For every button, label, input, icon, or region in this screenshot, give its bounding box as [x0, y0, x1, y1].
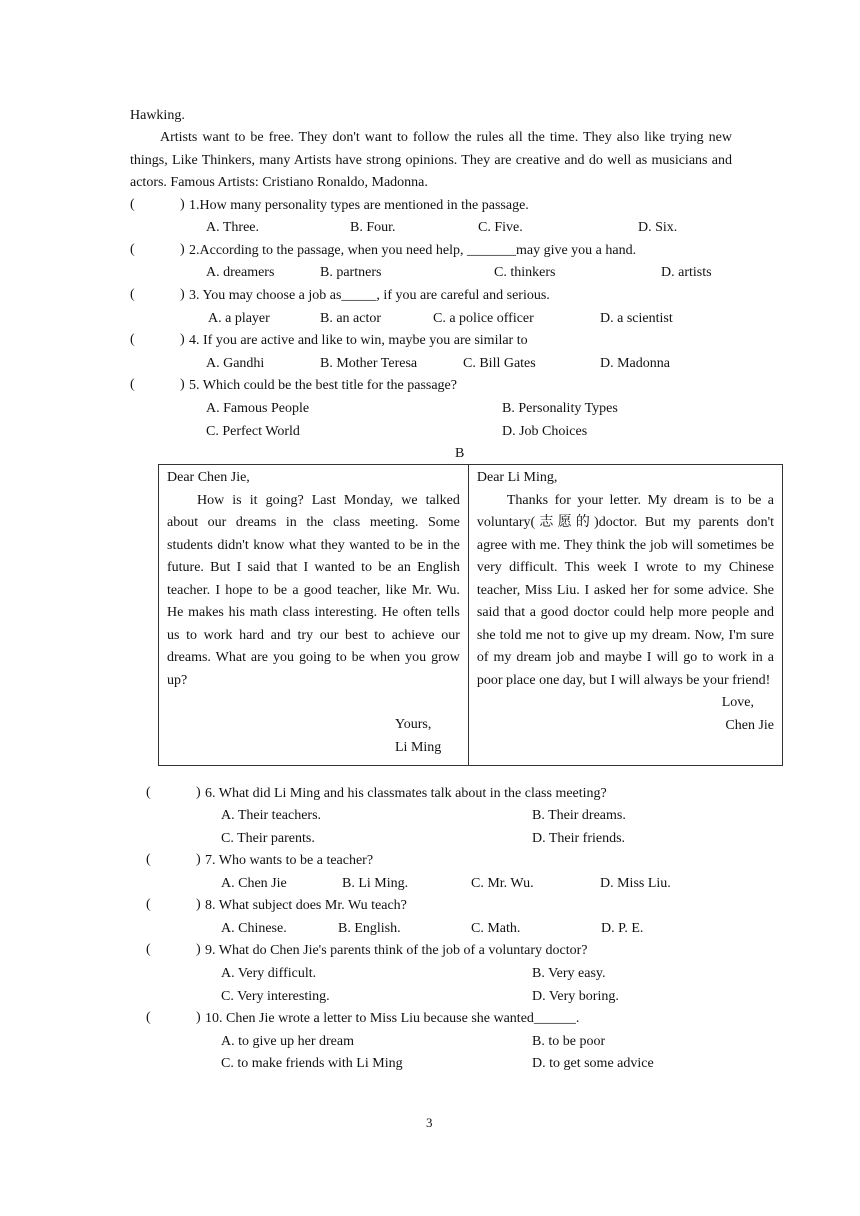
question-text: 5. Which could be the best title for the passage?	[189, 378, 457, 393]
option-c: C. Math.	[471, 921, 521, 936]
question-text: 3. You may choose a job as_____, if you are careful and serious.	[189, 288, 550, 303]
answer-blank[interactable]: ( )	[130, 332, 185, 347]
option-c: C. a police officer	[433, 311, 534, 326]
letter-greeting: Dear Li Ming,	[476, 470, 558, 485]
passage-carryover: Hawking.	[130, 108, 185, 123]
option-d: D. Madonna	[600, 356, 670, 371]
letter-li-ming	[159, 465, 469, 766]
option-b: B. Four.	[350, 220, 396, 235]
letter-closing: Love,	[721, 695, 754, 710]
option-a: A. Famous People	[206, 401, 310, 416]
option-d: D. artists	[661, 265, 712, 280]
question-text: 6. What did Li Ming and his classmates talk about in the class meeting?	[205, 786, 607, 801]
option-b: B. to be poor	[532, 1034, 606, 1049]
option-d: D. Miss Liu.	[600, 876, 671, 891]
option-b: B. partners	[320, 265, 382, 280]
question-text: 1.How many personality types are mentioned in the passage.	[189, 198, 529, 213]
option-b: B. Mother Teresa	[320, 356, 418, 371]
option-a: A. Their teachers.	[221, 808, 322, 823]
option-c: C. to make friends with Li Ming	[221, 1056, 403, 1071]
question-text: 8. What subject does Mr. Wu teach?	[205, 898, 407, 913]
option-a: A. Very difficult.	[221, 966, 317, 981]
question-text: 2.According to the passage, when you need help, _______may give you a hand.	[189, 243, 637, 258]
option-c: C. Mr. Wu.	[471, 876, 534, 891]
question-text: 10. Chen Jie wrote a letter to Miss Liu because she wanted______.	[205, 1011, 580, 1026]
option-b: B. English.	[338, 921, 401, 936]
answer-blank[interactable]: ( )	[130, 377, 185, 392]
option-d: D. Six.	[638, 220, 678, 235]
answer-blank[interactable]: ( )	[146, 785, 201, 800]
option-b: B. Personality Types	[502, 401, 618, 416]
option-c: C. Very interesting.	[221, 989, 330, 1004]
artists-paragraph: Artists want to be free. They don't want to follow the rules all the time. They also like trying new things, Like Thinkers, many Artists have strong opinions. They are creative and do well as musicians and actors. Famous Artists: Cristiano Ronaldo, Madonna.	[130, 130, 732, 190]
option-d: D. Job Choices	[502, 424, 588, 439]
option-a: A. Chinese.	[221, 921, 287, 936]
letter-chen-jie	[468, 465, 782, 766]
letters-table	[158, 464, 783, 766]
option-a: A. to give up her dream	[221, 1034, 354, 1049]
letter-body: How is it going? Last Monday, we talked about our dreams in the class meeting. Some students didn't know what they wanted to be in the future. But I said that I wanted to be an English teacher. I hope to be a good teacher, like Mr. Wu. He makes his math class interesting. He often tells us to work hard and try our best to achieve our dreams. What are you going to be when you grow up?	[167, 492, 460, 688]
answer-blank[interactable]: ( )	[130, 287, 185, 302]
option-b: B. an actor	[320, 311, 382, 326]
answer-blank[interactable]: ( )	[130, 197, 185, 212]
answer-blank[interactable]: ( )	[146, 1010, 201, 1025]
answer-blank[interactable]: ( )	[146, 897, 201, 912]
option-a: A. a player	[208, 311, 270, 326]
option-d: D. Very boring.	[532, 989, 619, 1004]
option-d: D. to get some advice	[532, 1056, 654, 1071]
option-c: C. Their parents.	[221, 831, 315, 846]
letter-signature: Li Ming	[395, 739, 442, 755]
question-text: 9. What do Chen Jie's parents think of the job of a voluntary doctor?	[205, 943, 588, 958]
page-number: 3	[426, 1115, 433, 1130]
answer-blank[interactable]: ( )	[146, 942, 201, 957]
option-b: B. Their dreams.	[532, 808, 626, 823]
section-heading: B	[455, 446, 465, 461]
answer-blank[interactable]: ( )	[146, 852, 201, 867]
option-a: A. dreamers	[206, 265, 275, 280]
letter-body: Thanks for your letter. My dream is to be a voluntary(志愿的)doctor. But my parents don't agree with me. They think the job will sometimes be very difficult. This week I wrote to my Chinese teacher, Miss Liu. I asked her for some advice. She said that a good doctor could help more people and she told me not to give up my dream. Now, I'm sure of my dream job and maybe I will go to work in a poor place one day, but I will always be your friend!	[476, 492, 774, 688]
option-a: A. Chen Jie	[221, 876, 287, 891]
question-text: 4. If you are active and like to win, maybe you are similar to	[189, 333, 528, 348]
answer-blank[interactable]: ( )	[130, 242, 185, 257]
question-text: 7. Who wants to be a teacher?	[205, 853, 374, 868]
letter-greeting: Dear Chen Jie,	[167, 470, 250, 485]
option-c: C. Bill Gates	[463, 356, 536, 371]
option-b: B. Li Ming.	[342, 876, 409, 891]
option-d: D. Their friends.	[532, 831, 626, 846]
option-d: D. P. E.	[601, 921, 644, 936]
letter-signature: Chen Jie	[725, 717, 774, 733]
option-c: C. thinkers	[494, 265, 556, 280]
option-b: B. Very easy.	[532, 966, 606, 981]
option-a: A. Gandhi	[206, 356, 265, 371]
letter-closing: Yours,	[395, 717, 432, 732]
option-c: C. Five.	[478, 220, 523, 235]
option-c: C. Perfect World	[206, 424, 300, 439]
option-a: A. Three.	[206, 220, 259, 235]
option-d: D. a scientist	[600, 311, 673, 326]
